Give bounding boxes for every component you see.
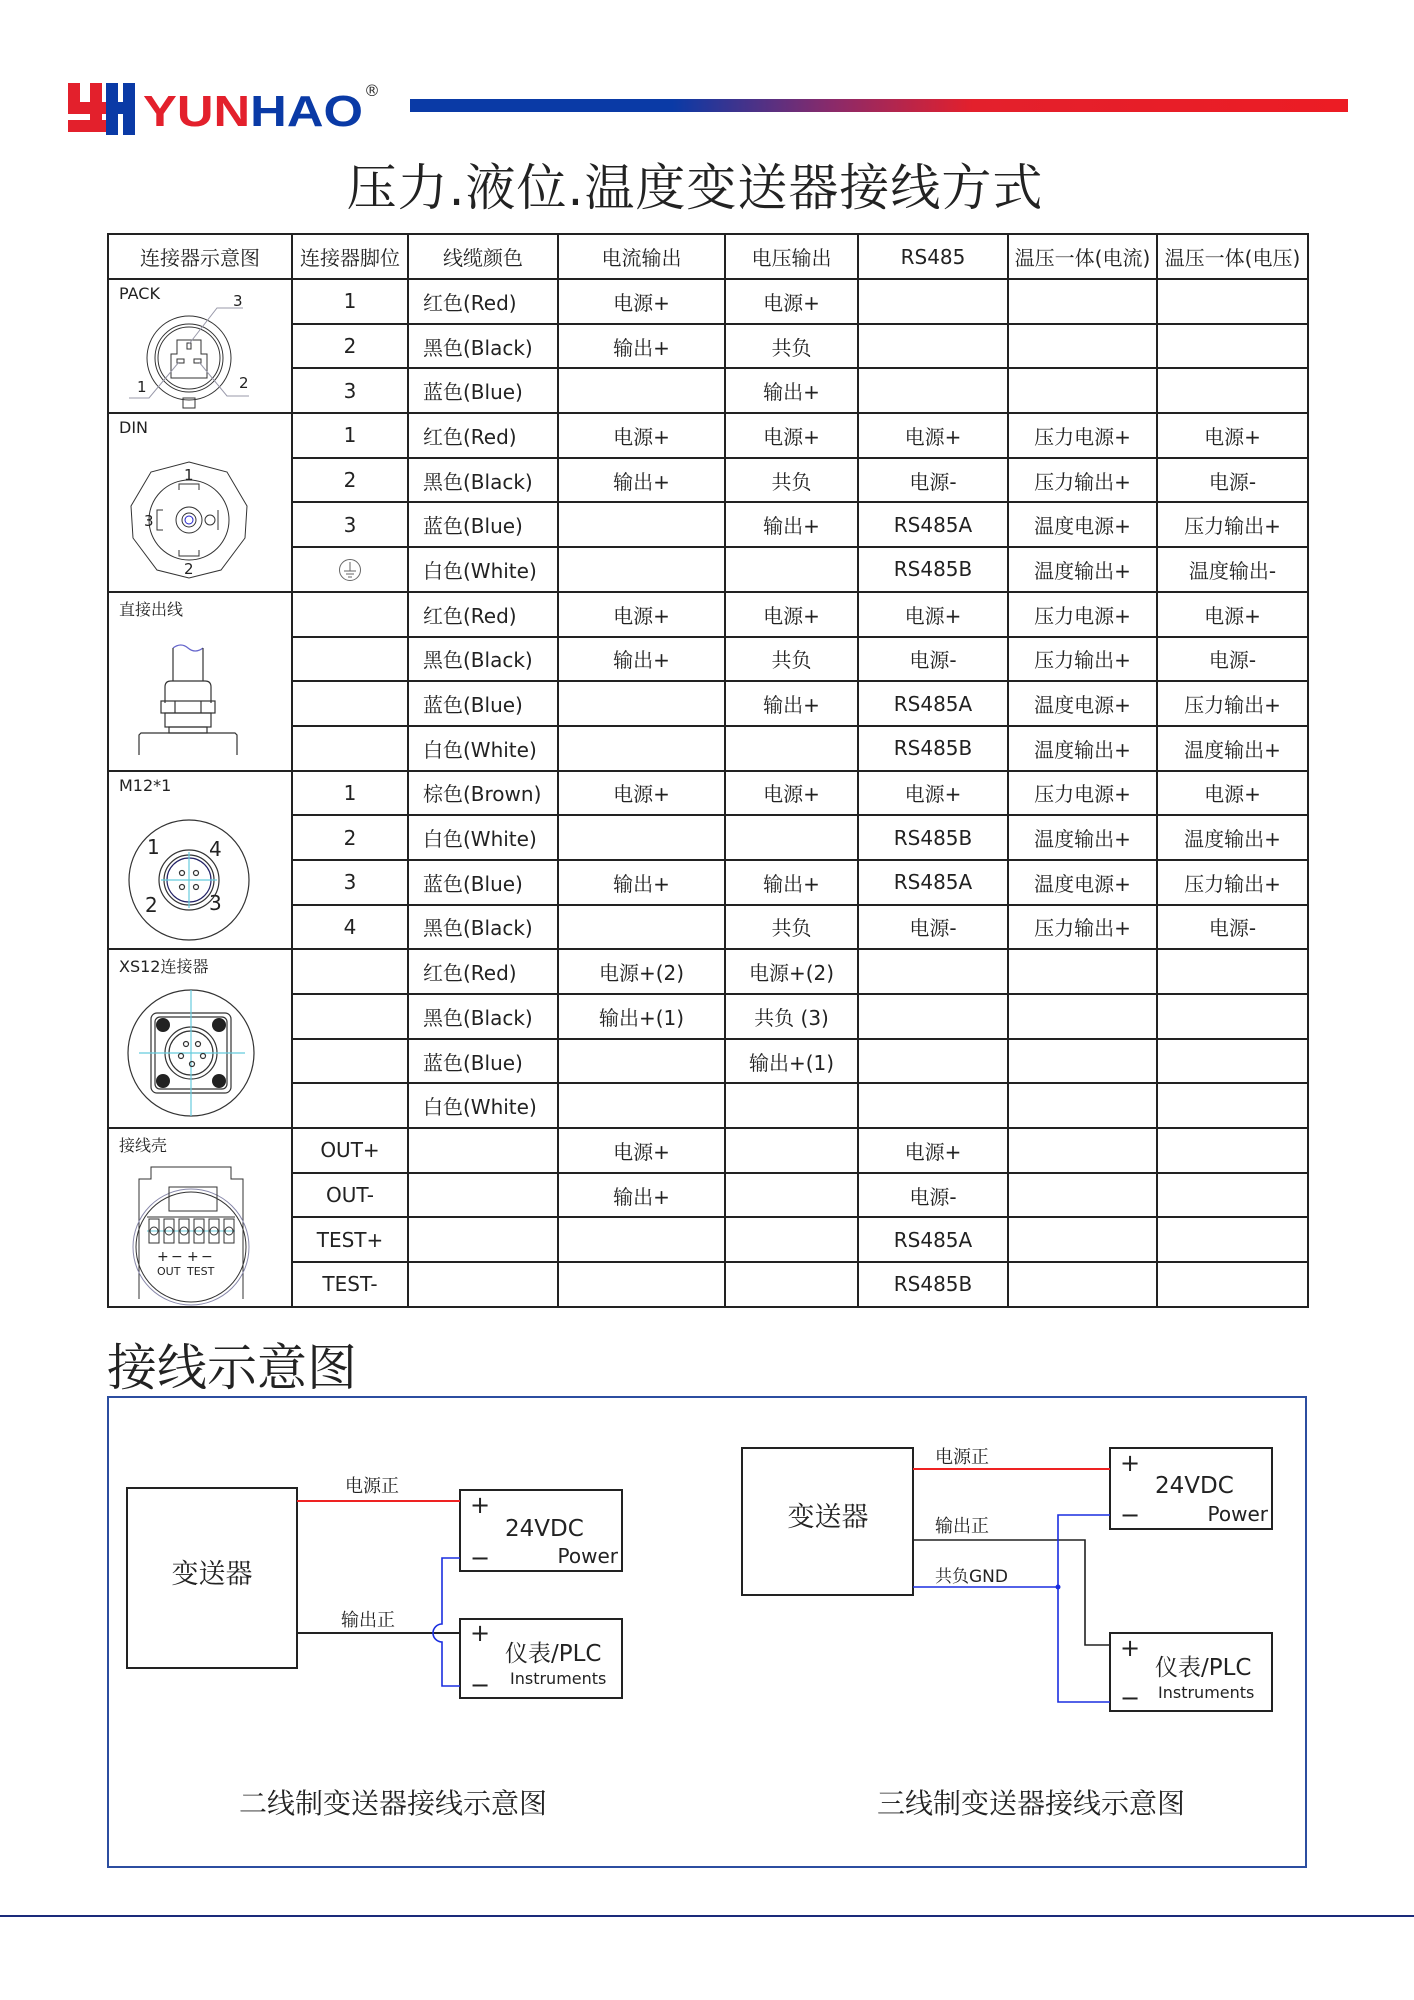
current-output-cell: 电源+ (558, 413, 725, 458)
cable-color-cell: 白色(White) (408, 726, 558, 771)
power-minus: − (470, 1544, 491, 1572)
voltage-output-cell: 输出+ (725, 502, 858, 547)
rs485-cell: 电源+ (858, 1128, 1008, 1173)
voltage-output-cell: 电源+ (725, 592, 858, 637)
current-output-cell: 输出+ (558, 324, 725, 369)
temp-pressure-current-cell: 压力输出+ (1008, 905, 1157, 950)
rs485-cell: RS485B (858, 547, 1008, 592)
drawing-label: 3 (233, 292, 243, 310)
current-output-cell (558, 1083, 725, 1128)
rs485-cell: RS485A (858, 860, 1008, 905)
pin-cell: 1 (292, 413, 408, 458)
pin-cell: OUT- (292, 1173, 408, 1218)
header-gradient-bar (410, 99, 1348, 112)
power-plus: + (1120, 1449, 1141, 1477)
connector-label: 直接出线 (119, 599, 184, 619)
temp-pressure-current-cell: 温度输出+ (1008, 726, 1157, 771)
temp-pressure-voltage-cell: 电源- (1157, 458, 1308, 503)
transmitter-label: 变送器 (171, 1559, 253, 1590)
table-row (108, 771, 1308, 816)
drawing-label: 3 (144, 512, 154, 531)
cable-color-cell: 白色(White) (408, 1083, 558, 1128)
temp-pressure-voltage-cell (1157, 368, 1308, 413)
cable-color-cell: 红色(Red) (408, 413, 558, 458)
rs485-cell: 电源- (858, 637, 1008, 682)
connector-cell (108, 279, 292, 413)
instrument-sub: Instruments (510, 1669, 607, 1688)
table-row (108, 1128, 1308, 1173)
m12-connector-icon (109, 772, 292, 950)
temp-pressure-voltage-cell (1157, 1128, 1308, 1173)
voltage-output-cell: 电源+(2) (725, 949, 858, 994)
pin-cell (292, 681, 408, 726)
output-wire-label: 输出正 (341, 1610, 395, 1631)
cable-color-cell: 黑色(Black) (408, 994, 558, 1039)
cable-color-cell: 红色(Red) (408, 279, 558, 324)
temp-pressure-voltage-cell: 温度输出- (1157, 547, 1308, 592)
voltage-output-cell (725, 1217, 858, 1262)
transmitter-label: 变送器 (787, 1502, 869, 1533)
drawing-label: + (157, 1249, 169, 1266)
column-header: 温压一体(电压) (1157, 234, 1308, 279)
logo-mark (68, 83, 135, 135)
svg-text:YUNHAO (143, 87, 363, 136)
temp-pressure-voltage-cell (1157, 279, 1308, 324)
temp-pressure-current-cell (1008, 1173, 1157, 1218)
voltage-output-cell (725, 547, 858, 592)
gnd-wire-label: 共负GND (935, 1567, 1008, 1587)
current-output-cell (558, 368, 725, 413)
current-output-cell (558, 1217, 725, 1262)
rs485-cell (858, 324, 1008, 369)
current-output-cell: 电源+ (558, 592, 725, 637)
voltage-output-cell (725, 726, 858, 771)
instrument-minus: − (1120, 1684, 1141, 1712)
cable-color-cell: 黑色(Black) (408, 324, 558, 369)
temp-pressure-current-cell: 温度电源+ (1008, 502, 1157, 547)
temp-pressure-voltage-cell: 电源+ (1157, 592, 1308, 637)
instrument-name: 仪表/PLC (1155, 1655, 1252, 1681)
power-minus: − (1120, 1501, 1141, 1529)
voltage-output-cell: 电源+ (725, 413, 858, 458)
current-output-cell (558, 1262, 725, 1307)
rs485-cell (858, 368, 1008, 413)
drawing-label: 1 (137, 378, 147, 396)
wiring-table (107, 233, 1309, 1308)
pin-cell: 3 (292, 368, 408, 413)
temp-pressure-current-cell: 压力电源+ (1008, 771, 1157, 816)
pin-cell: 3 (292, 502, 408, 547)
connector-label: 接线壳 (119, 1136, 168, 1156)
pin-cell: TEST+ (292, 1217, 408, 1262)
current-output-cell: 输出+ (558, 637, 725, 682)
cable-color-cell: 黑色(Black) (408, 458, 558, 503)
connector-cell (108, 413, 292, 592)
voltage-output-cell: 输出+ (725, 368, 858, 413)
temp-pressure-current-cell (1008, 1039, 1157, 1084)
output-wire-label: 输出正 (935, 1516, 989, 1537)
column-header: 连接器示意图 (108, 234, 292, 279)
temp-pressure-voltage-cell (1157, 324, 1308, 369)
rs485-cell: 电源+ (858, 413, 1008, 458)
pin-cell (292, 637, 408, 682)
current-output-cell (558, 905, 725, 950)
column-header: 连接器脚位 (292, 234, 408, 279)
drawing-label: 1 (184, 466, 194, 485)
rs485-cell: RS485B (858, 815, 1008, 860)
current-output-cell: 输出+ (558, 458, 725, 503)
current-output-cell: 电源+(2) (558, 949, 725, 994)
current-output-cell (558, 547, 725, 592)
temp-pressure-voltage-cell: 电源- (1157, 637, 1308, 682)
connector-cell (108, 592, 292, 771)
temp-pressure-voltage-cell: 压力输出+ (1157, 502, 1308, 547)
temp-pressure-current-cell: 温度电源+ (1008, 681, 1157, 726)
drawing-label: + (187, 1249, 199, 1266)
ground-icon (338, 558, 362, 582)
table-row (108, 949, 1308, 994)
rs485-cell (858, 1039, 1008, 1084)
temp-pressure-voltage-cell: 温度输出+ (1157, 726, 1308, 771)
pin-cell: 2 (292, 324, 408, 369)
cable-color-cell: 黑色(Black) (408, 637, 558, 682)
instrument-sub: Instruments (1158, 1683, 1255, 1702)
temp-pressure-voltage-cell: 电源- (1157, 905, 1308, 950)
pin-cell: TEST- (292, 1262, 408, 1307)
power-plus: + (470, 1491, 491, 1519)
temp-pressure-voltage-cell (1157, 1039, 1308, 1084)
page-title: 压力.液位.温度变送器接线方式 (346, 159, 1044, 217)
temp-pressure-current-cell (1008, 324, 1157, 369)
connector-cell (108, 949, 292, 1128)
voltage-output-cell: 共负 (725, 324, 858, 369)
drawing-label: 2 (184, 560, 194, 579)
cable-color-cell: 蓝色(Blue) (408, 502, 558, 547)
logo-brand-red: YUN (143, 87, 236, 136)
instrument-plus: + (470, 1619, 491, 1647)
column-header: 线缆颜色 (408, 234, 558, 279)
pin-cell (292, 547, 408, 592)
voltage-output-cell: 共负 (725, 905, 858, 950)
table-header-row (108, 234, 1308, 279)
voltage-output-cell (725, 1173, 858, 1218)
current-output-cell (558, 1039, 725, 1084)
cable-color-cell: 白色(White) (408, 815, 558, 860)
current-output-cell (558, 726, 725, 771)
yunhao-logo (68, 80, 388, 136)
column-header: 电流输出 (558, 234, 725, 279)
footer-rule (0, 1915, 1414, 1917)
temp-pressure-current-cell (1008, 1217, 1157, 1262)
connector-label: PACK (119, 284, 160, 303)
drawing-label: OUT (157, 1265, 181, 1279)
connector-label: XS12连接器 (119, 957, 209, 977)
cable-color-cell: 白色(White) (408, 547, 558, 592)
current-output-cell (558, 502, 725, 547)
temp-pressure-current-cell: 温度输出+ (1008, 547, 1157, 592)
pin-cell: 2 (292, 815, 408, 860)
temp-pressure-voltage-cell (1157, 1083, 1308, 1128)
drawing-label: − (201, 1249, 213, 1266)
current-output-cell: 输出+ (558, 860, 725, 905)
current-output-cell: 电源+ (558, 1128, 725, 1173)
cable-color-cell: 棕色(Brown) (408, 771, 558, 816)
wiring-diagram-frame (107, 1396, 1307, 1868)
rs485-cell: 电源- (858, 458, 1008, 503)
table-row (108, 592, 1308, 637)
pin-cell: 2 (292, 458, 408, 503)
rs485-cell (858, 949, 1008, 994)
temp-pressure-current-cell (1008, 949, 1157, 994)
temp-pressure-voltage-cell: 电源+ (1157, 771, 1308, 816)
pin-cell: 1 (292, 279, 408, 324)
rs485-cell (858, 279, 1008, 324)
rs485-cell: 电源- (858, 905, 1008, 950)
voltage-output-cell: 输出+ (725, 681, 858, 726)
rs485-cell (858, 994, 1008, 1039)
temp-pressure-voltage-cell (1157, 1217, 1308, 1262)
cable-color-cell (408, 1262, 558, 1307)
pin-cell (292, 1083, 408, 1128)
rs485-cell: RS485A (858, 1217, 1008, 1262)
drawing-label: − (171, 1249, 183, 1266)
rs485-cell: 电源+ (858, 771, 1008, 816)
wiring-diagram-heading: 接线示意图 (107, 1339, 357, 1397)
temp-pressure-current-cell: 压力输出+ (1008, 458, 1157, 503)
pin-cell (292, 1039, 408, 1084)
rs485-cell: RS485B (858, 726, 1008, 771)
rs485-cell: RS485A (858, 681, 1008, 726)
temp-pressure-voltage-cell (1157, 1262, 1308, 1307)
voltage-output-cell: 电源+ (725, 771, 858, 816)
rs485-cell: RS485B (858, 1262, 1008, 1307)
temp-pressure-voltage-cell (1157, 949, 1308, 994)
current-output-cell: 输出+ (558, 1173, 725, 1218)
current-output-cell (558, 815, 725, 860)
current-output-cell (558, 681, 725, 726)
cable-color-cell (408, 1128, 558, 1173)
voltage-output-cell: 共负 (725, 637, 858, 682)
voltage-output-cell: 共负 (725, 458, 858, 503)
drawing-label: 2 (239, 374, 249, 392)
voltage-output-cell (725, 815, 858, 860)
power-name: 24VDC (505, 1516, 584, 1542)
voltage-output-cell: 输出+ (725, 860, 858, 905)
instrument-name: 仪表/PLC (505, 1641, 602, 1667)
voltage-output-cell: 共负 (3) (725, 994, 858, 1039)
drawing-label: 3 (209, 890, 222, 915)
registered-mark: ® (364, 81, 380, 100)
temp-pressure-voltage-cell: 压力输出+ (1157, 681, 1308, 726)
cable-color-cell (408, 1173, 558, 1218)
two-wire-caption: 二线制变送器接线示意图 (238, 1787, 548, 1820)
column-header: 温压一体(电流) (1008, 234, 1157, 279)
cable-color-cell (408, 1217, 558, 1262)
temp-pressure-current-cell: 温度输出+ (1008, 815, 1157, 860)
cable-color-cell: 黑色(Black) (408, 905, 558, 950)
pin-cell (292, 592, 408, 637)
temp-pressure-current-cell (1008, 1083, 1157, 1128)
temp-pressure-voltage-cell (1157, 1173, 1308, 1218)
logo-brand-blue: HAO (250, 87, 348, 136)
power-sub: Power (1207, 1502, 1268, 1526)
connector-label: DIN (119, 418, 149, 438)
voltage-output-cell: 输出+(1) (725, 1039, 858, 1084)
cable-color-cell: 蓝色(Blue) (408, 681, 558, 726)
drawing-label: 4 (209, 836, 222, 861)
three-wire-caption: 三线制变送器接线示意图 (876, 1787, 1186, 1820)
drawing-label: 1 (147, 834, 160, 859)
connector-cell (108, 771, 292, 950)
temp-pressure-current-cell (1008, 994, 1157, 1039)
temp-pressure-current-cell (1008, 1262, 1157, 1307)
power-sub: Power (557, 1544, 618, 1568)
pin-cell: OUT+ (292, 1128, 408, 1173)
connector-cell (108, 1128, 292, 1307)
temp-pressure-current-cell (1008, 1128, 1157, 1173)
temp-pressure-current-cell: 温度电源+ (1008, 860, 1157, 905)
temp-pressure-voltage-cell: 温度输出+ (1157, 815, 1308, 860)
din-connector-icon (109, 414, 292, 592)
temp-pressure-current-cell: 压力电源+ (1008, 413, 1157, 458)
power-wire-label: 电源正 (935, 1447, 989, 1468)
pin-cell (292, 994, 408, 1039)
current-output-cell: 输出+(1) (558, 994, 725, 1039)
drawing-label: 2 (145, 892, 158, 917)
power-wire-label: 电源正 (345, 1476, 399, 1497)
temp-pressure-voltage-cell: 电源+ (1157, 413, 1308, 458)
pin-cell: 4 (292, 905, 408, 950)
pin-cell (292, 949, 408, 994)
voltage-output-cell: 电源+ (725, 279, 858, 324)
rs485-cell: 电源- (858, 1173, 1008, 1218)
instrument-minus: − (470, 1671, 491, 1699)
power-name: 24VDC (1155, 1473, 1234, 1499)
table-row (108, 279, 1308, 324)
temp-pressure-current-cell (1008, 279, 1157, 324)
rs485-cell: 电源+ (858, 592, 1008, 637)
column-header: RS485 (858, 234, 1008, 279)
pin-cell: 3 (292, 860, 408, 905)
current-output-cell: 电源+ (558, 771, 725, 816)
pin-cell (292, 726, 408, 771)
cable-color-cell: 蓝色(Blue) (408, 860, 558, 905)
cable-color-cell: 红色(Red) (408, 949, 558, 994)
connector-label: M12*1 (119, 775, 172, 795)
cable-color-cell: 红色(Red) (408, 592, 558, 637)
voltage-output-cell (725, 1083, 858, 1128)
instrument-plus: + (1120, 1634, 1141, 1662)
temp-pressure-voltage-cell (1157, 994, 1308, 1039)
drawing-label: TEST (187, 1265, 215, 1279)
temp-pressure-current-cell: 压力电源+ (1008, 592, 1157, 637)
table-row (108, 413, 1308, 458)
temp-pressure-voltage-cell: 压力输出+ (1157, 860, 1308, 905)
current-output-cell: 电源+ (558, 279, 725, 324)
cable-color-cell: 蓝色(Blue) (408, 1039, 558, 1084)
temp-pressure-current-cell: 压力输出+ (1008, 637, 1157, 682)
pin-cell: 1 (292, 771, 408, 816)
rs485-cell: RS485A (858, 502, 1008, 547)
temp-pressure-current-cell (1008, 368, 1157, 413)
rs485-cell (858, 1083, 1008, 1128)
cable-color-cell: 蓝色(Blue) (408, 368, 558, 413)
voltage-output-cell (725, 1262, 858, 1307)
voltage-output-cell (725, 1128, 858, 1173)
column-header: 电压输出 (725, 234, 858, 279)
